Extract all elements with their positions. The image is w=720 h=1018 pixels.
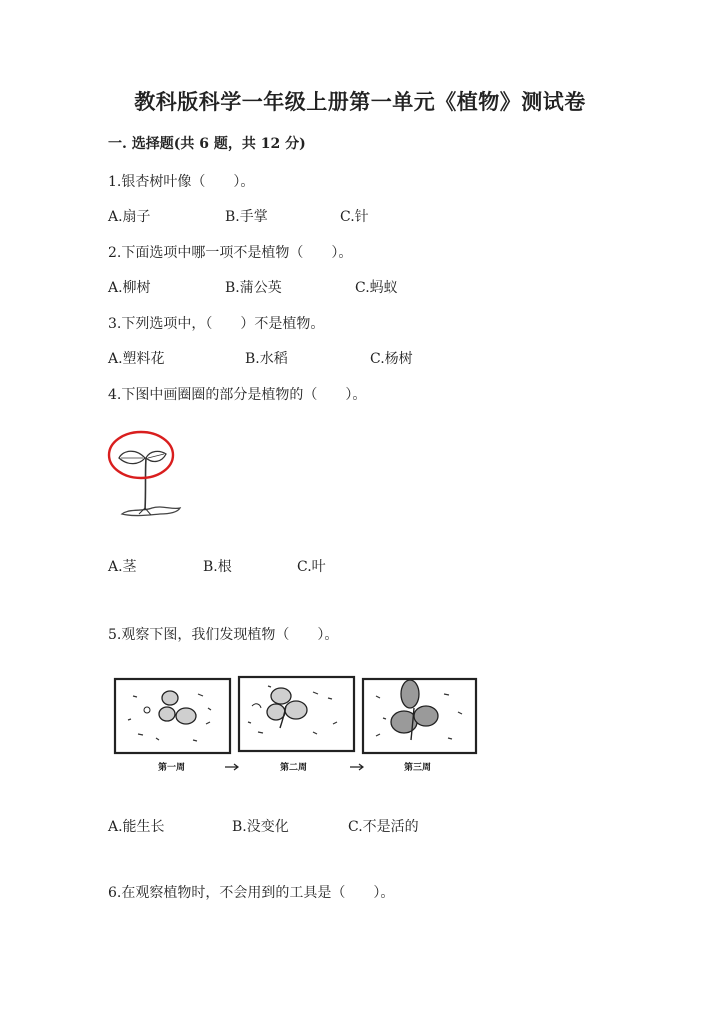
growth-figure <box>108 672 480 782</box>
seedling-figure <box>108 428 188 523</box>
question-4-option-a[interactable]: A.茎 <box>108 559 137 575</box>
question-3-option-b[interactable]: B.水稻 <box>245 351 288 367</box>
question-6-stem: 6.在观察植物时，不会用到的工具是（ ）。 <box>108 885 395 901</box>
question-4-option-c[interactable]: C.叶 <box>297 559 326 575</box>
question-1-option-a[interactable]: A.扇子 <box>108 209 151 225</box>
question-1-option-c[interactable]: C.针 <box>340 209 369 225</box>
question-1-stem: 1.银杏树叶像（ ）。 <box>108 174 255 190</box>
week-1-panel <box>115 679 230 753</box>
page-title: 教科版科学一年级上册第一单元《植物》测试卷 <box>134 89 586 114</box>
left-leaf-drawing <box>119 451 145 463</box>
arrow-1-icon <box>225 764 238 770</box>
question-5-option-a[interactable]: A.能生长 <box>108 819 165 835</box>
arrow-2-icon <box>350 764 363 770</box>
question-2-option-b[interactable]: B.蒲公英 <box>225 280 282 296</box>
question-4-stem: 4.下图中画圈圈的部分是植物的（ ）。 <box>108 387 367 403</box>
week-1-label: 第一周 <box>158 763 186 773</box>
question-5-option-c[interactable]: C.不是活的 <box>348 819 419 835</box>
week-3-panel <box>363 679 476 753</box>
question-1-option-b[interactable]: B.手掌 <box>225 209 268 225</box>
question-2-option-a[interactable]: A.柳树 <box>108 280 151 296</box>
week-2-label: 第二周 <box>280 763 308 773</box>
section-heading: 一. 选择题(共 6 题，共 12 分) <box>108 136 306 152</box>
question-3-option-a[interactable]: A.塑料花 <box>108 351 165 367</box>
week-2-panel <box>239 677 354 751</box>
question-4-option-b[interactable]: B.根 <box>203 559 232 575</box>
question-2-option-c[interactable]: C.蚂蚁 <box>355 280 398 296</box>
right-leaf-vein <box>148 454 164 458</box>
question-5-option-b[interactable]: B.没变化 <box>232 819 289 835</box>
question-3-option-c[interactable]: C.杨树 <box>370 351 413 367</box>
question-3-stem: 3.下列选项中，（ ）不是植物。 <box>108 316 325 332</box>
right-leaf-drawing <box>146 451 166 461</box>
stem-drawing <box>145 458 146 510</box>
question-2-stem: 2.下面选项中哪一项不是植物（ ）。 <box>108 245 353 261</box>
week-3-label: 第三周 <box>404 763 432 773</box>
question-5-stem: 5.观察下图，我们发现植物（ ）。 <box>108 627 339 643</box>
